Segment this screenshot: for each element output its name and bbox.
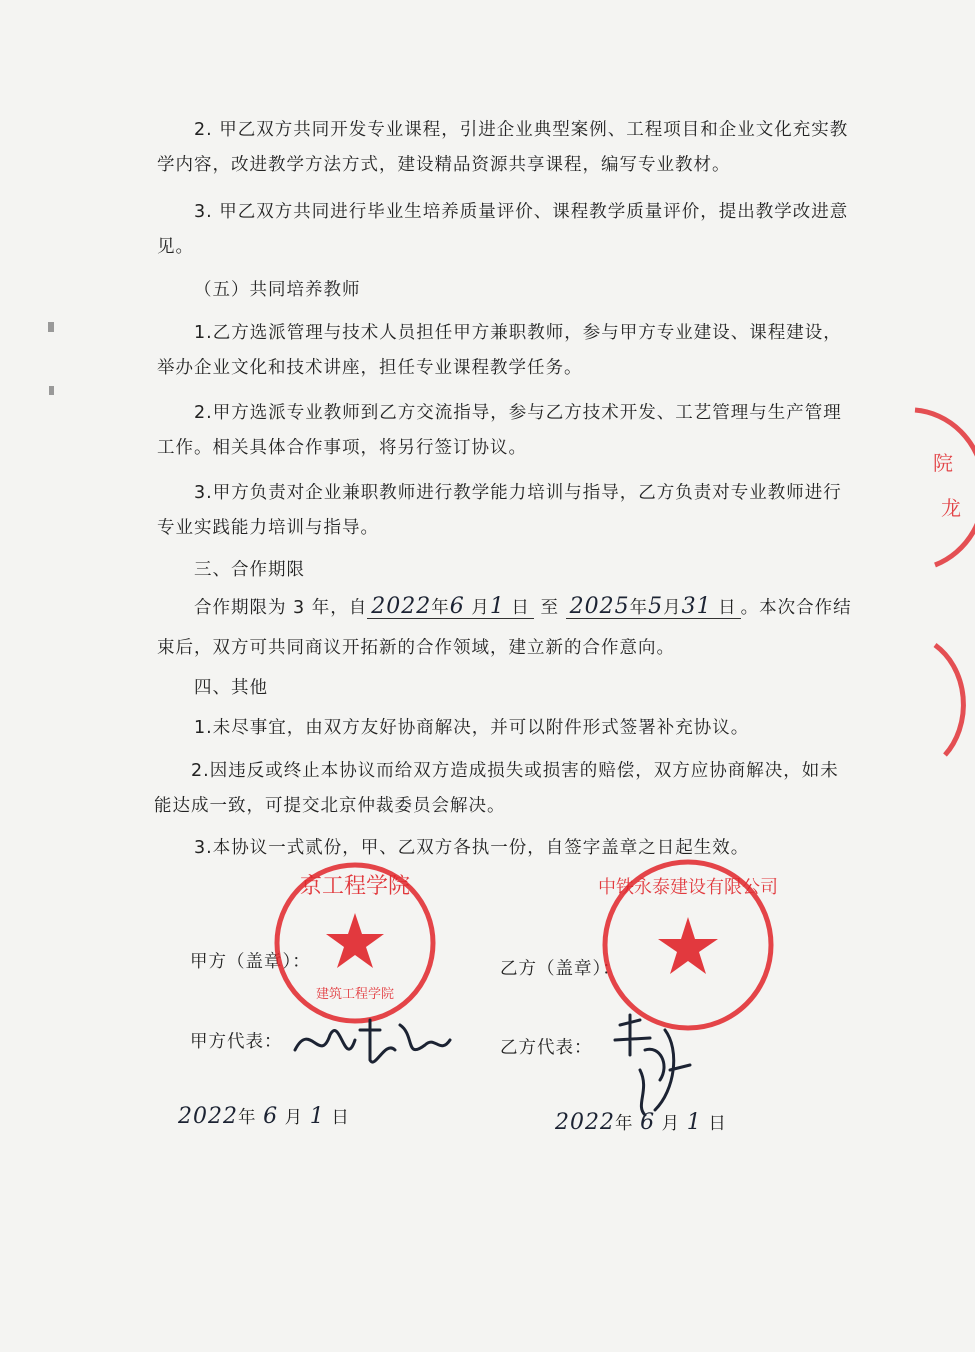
term-prefix: 合作期限为 3 年，自 bbox=[194, 598, 368, 618]
end-month: 5 bbox=[648, 594, 664, 619]
other-p3: 3.本协议一式贰份，甲、乙双方各执一份，自签字盖章之日起生效。 bbox=[194, 838, 750, 858]
party-b-seal-label: 乙方（盖章）： bbox=[500, 959, 621, 979]
party-b-seal bbox=[598, 855, 778, 1035]
party-a-date-day: 1 bbox=[309, 1104, 325, 1129]
edge-seal-top bbox=[905, 405, 975, 575]
section-5-p2: 2.甲方选派专业教师到乙方交流指导，参与乙方技术开发、工艺管理与生产管理工作。相关具体合作事项，将另行签订协议。 bbox=[157, 403, 842, 458]
term-line bbox=[194, 594, 852, 619]
party-b-month-char: 月 bbox=[661, 1114, 681, 1134]
start-year: 2022 bbox=[371, 594, 432, 619]
party-a-date-year: 2022 bbox=[178, 1104, 238, 1129]
seal-star-icon bbox=[658, 917, 718, 974]
party-a-date-month: 6 bbox=[263, 1104, 279, 1129]
party-a-seal-inner: 建筑工程学院 bbox=[315, 987, 395, 1002]
scan-mark bbox=[48, 322, 54, 332]
term-heading: 三、合作期限 bbox=[194, 560, 305, 580]
party-b-day-char: 日 bbox=[708, 1114, 727, 1134]
other-p2: 2.因违反或终止本协议而给双方造成损失或损害的赔偿，双方应协商解决，如未能达成一致，可提交北京仲裁委员会解决。 bbox=[154, 761, 839, 816]
item-2-text: 2. 甲乙双方共同开发专业课程，引进企业典型案例、工程项目和企业文化充实教学内容，改进教学方法方式，建设精品资源共享课程，编写专业教材。 bbox=[157, 120, 849, 175]
party-a-year-char: 年 bbox=[238, 1108, 257, 1128]
other-p1: 1.未尽事宜，由双方友好协商解决，并可以附件形式签署补充协议。 bbox=[194, 718, 750, 738]
term-line-2: 束后，双方可共同商议开拓新的合作领域，建立新的合作意向。 bbox=[157, 638, 675, 658]
end-day: 31 bbox=[681, 594, 712, 619]
edge-seal-bottom bbox=[930, 640, 975, 760]
scan-mark bbox=[49, 386, 54, 395]
start-day: 1 bbox=[489, 594, 505, 619]
edge-seal-top-text: 院 bbox=[933, 451, 953, 475]
party-b-date-year: 2022 bbox=[555, 1110, 615, 1135]
party-b-signature bbox=[605, 1010, 700, 1120]
party-b-date-day: 1 bbox=[686, 1110, 702, 1135]
party-b-seal-text: 中铁永泰建设有限公司 bbox=[598, 877, 778, 898]
section-5-p3: 3.甲方负责对企业兼职教师进行教学能力培训与指导，乙方负责对专业教师进行专业实践能力培训与指导。 bbox=[157, 483, 842, 538]
end-year: 2025 bbox=[569, 594, 630, 619]
start-year-char: 年 bbox=[431, 598, 450, 618]
other-heading: 四、其他 bbox=[194, 678, 268, 698]
section-5-p1: 1.乙方选派管理与技术人员担任甲方兼职教师，参与甲方专业建设、课程建设，举办企业文化和技术讲座，担任专业课程教学任务。 bbox=[157, 323, 842, 378]
item-3-text: 3. 甲乙双方共同进行毕业生培养质量评价、课程教学质量评价，提出教学改进意见。 bbox=[157, 202, 849, 257]
term-to: 至 bbox=[540, 598, 559, 618]
end-date bbox=[566, 594, 741, 619]
party-a-seal bbox=[270, 858, 440, 1028]
end-year-char: 年 bbox=[629, 598, 649, 618]
party-a-signature bbox=[285, 1010, 455, 1080]
section-5-title: （五）共同培养教师 bbox=[194, 280, 361, 300]
party-a-seal-label: 甲方（盖章）： bbox=[190, 952, 311, 972]
term-suffix: 。本次合作结 bbox=[740, 598, 852, 618]
seal-star-icon bbox=[326, 913, 384, 968]
party-b-year-char: 年 bbox=[615, 1114, 634, 1134]
party-a-date bbox=[178, 1104, 350, 1129]
start-month-char: 月 bbox=[471, 598, 490, 618]
start-day-char: 日 bbox=[511, 598, 530, 618]
party-b-rep-label: 乙方代表： bbox=[500, 1038, 593, 1058]
party-b-date-month: 6 bbox=[640, 1110, 656, 1135]
party-a-month-char: 月 bbox=[284, 1108, 304, 1128]
party-a-rep-label: 甲方代表： bbox=[190, 1032, 283, 1052]
start-date bbox=[367, 594, 534, 619]
party-a-seal-text: 京工程学院 bbox=[299, 874, 411, 899]
party-a-day-char: 日 bbox=[331, 1108, 350, 1128]
edge-seal-top-text-2: 龙 bbox=[941, 496, 961, 520]
start-month: 6 bbox=[449, 594, 465, 619]
end-month-char: 月 bbox=[663, 598, 682, 618]
end-day-char: 日 bbox=[718, 598, 737, 618]
